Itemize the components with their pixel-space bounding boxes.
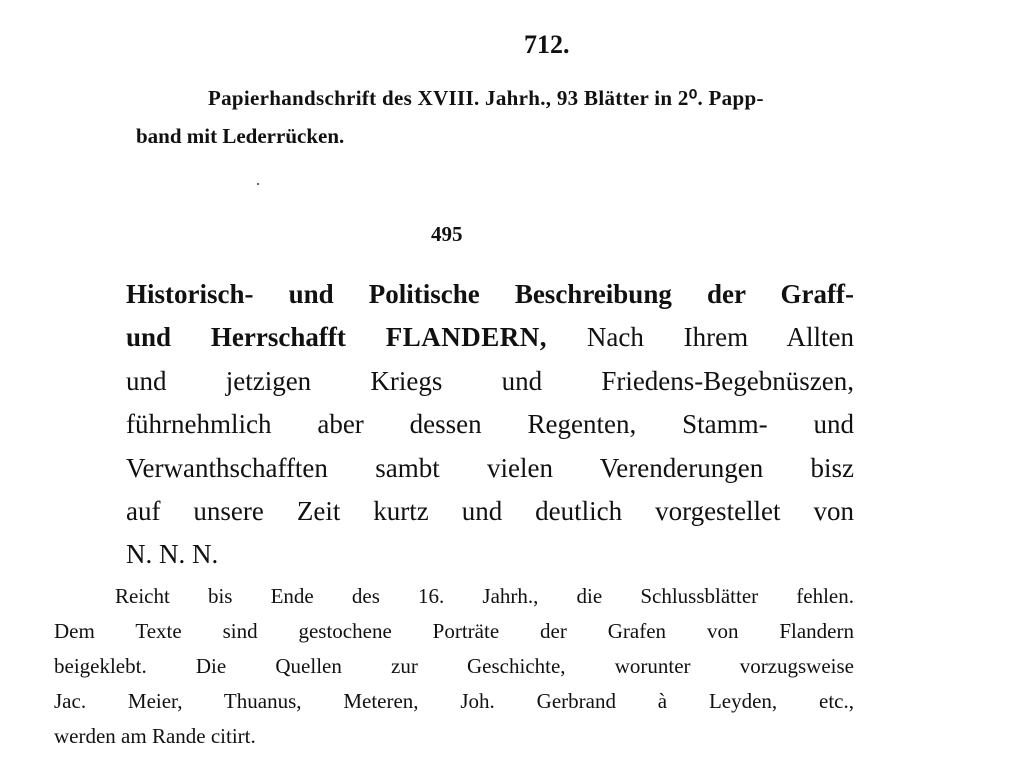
- print-speck: [257, 183, 259, 185]
- note-line-1: Reicht bis Ende des 16. Jahrh., die Schlussblätter fehlen.: [115, 584, 854, 608]
- title-line-2: [126, 322, 854, 353]
- note-line-4: Jac. Meier, Thuanus, Meteren, Joh. Gerbrand à Leyden, etc.,: [54, 689, 854, 713]
- note-line-2: Dem Texte sind gestochene Porträte der Grafen von Flandern: [54, 619, 854, 643]
- previous-entry-description-line-1: Papierhandschrift des XVIII. Jahrh., 93 Blätter in 2⁰. Papp-: [208, 86, 764, 110]
- note-line-3: beigeklebt. Die Quellen zur Geschichte, worunter vorzugsweise: [54, 654, 854, 678]
- title-line-1: [126, 279, 854, 310]
- page-number: 712.: [524, 30, 570, 59]
- title-line-4: führnehmlich aber dessen Regenten, Stamm- und: [126, 409, 854, 439]
- note-line-5: werden am Rande citirt.: [54, 724, 256, 748]
- previous-entry-description-line-2: band mit Lederrücken.: [136, 124, 345, 148]
- title-caps-segment: FLANDERN,: [385, 322, 547, 352]
- entry-number: 495: [431, 222, 463, 246]
- title-line-6: auf unsere Zeit kurtz und deutlich vorgestellet von: [126, 496, 854, 526]
- title-bold-segment: Historisch- und Politische Beschreibung der Graff-: [126, 279, 854, 309]
- title-normal-segment: Nach Ihrem Allten: [546, 322, 855, 352]
- title-bold-segment: und Herrschafft: [126, 322, 386, 352]
- title-line-5: Verwanthschafften sambt vielen Verenderungen bisz: [126, 453, 854, 483]
- title-line-7: N. N. N.: [126, 539, 219, 569]
- title-line-3: und jetzigen Kriegs und Friedens-Begebnüszen,: [126, 366, 854, 396]
